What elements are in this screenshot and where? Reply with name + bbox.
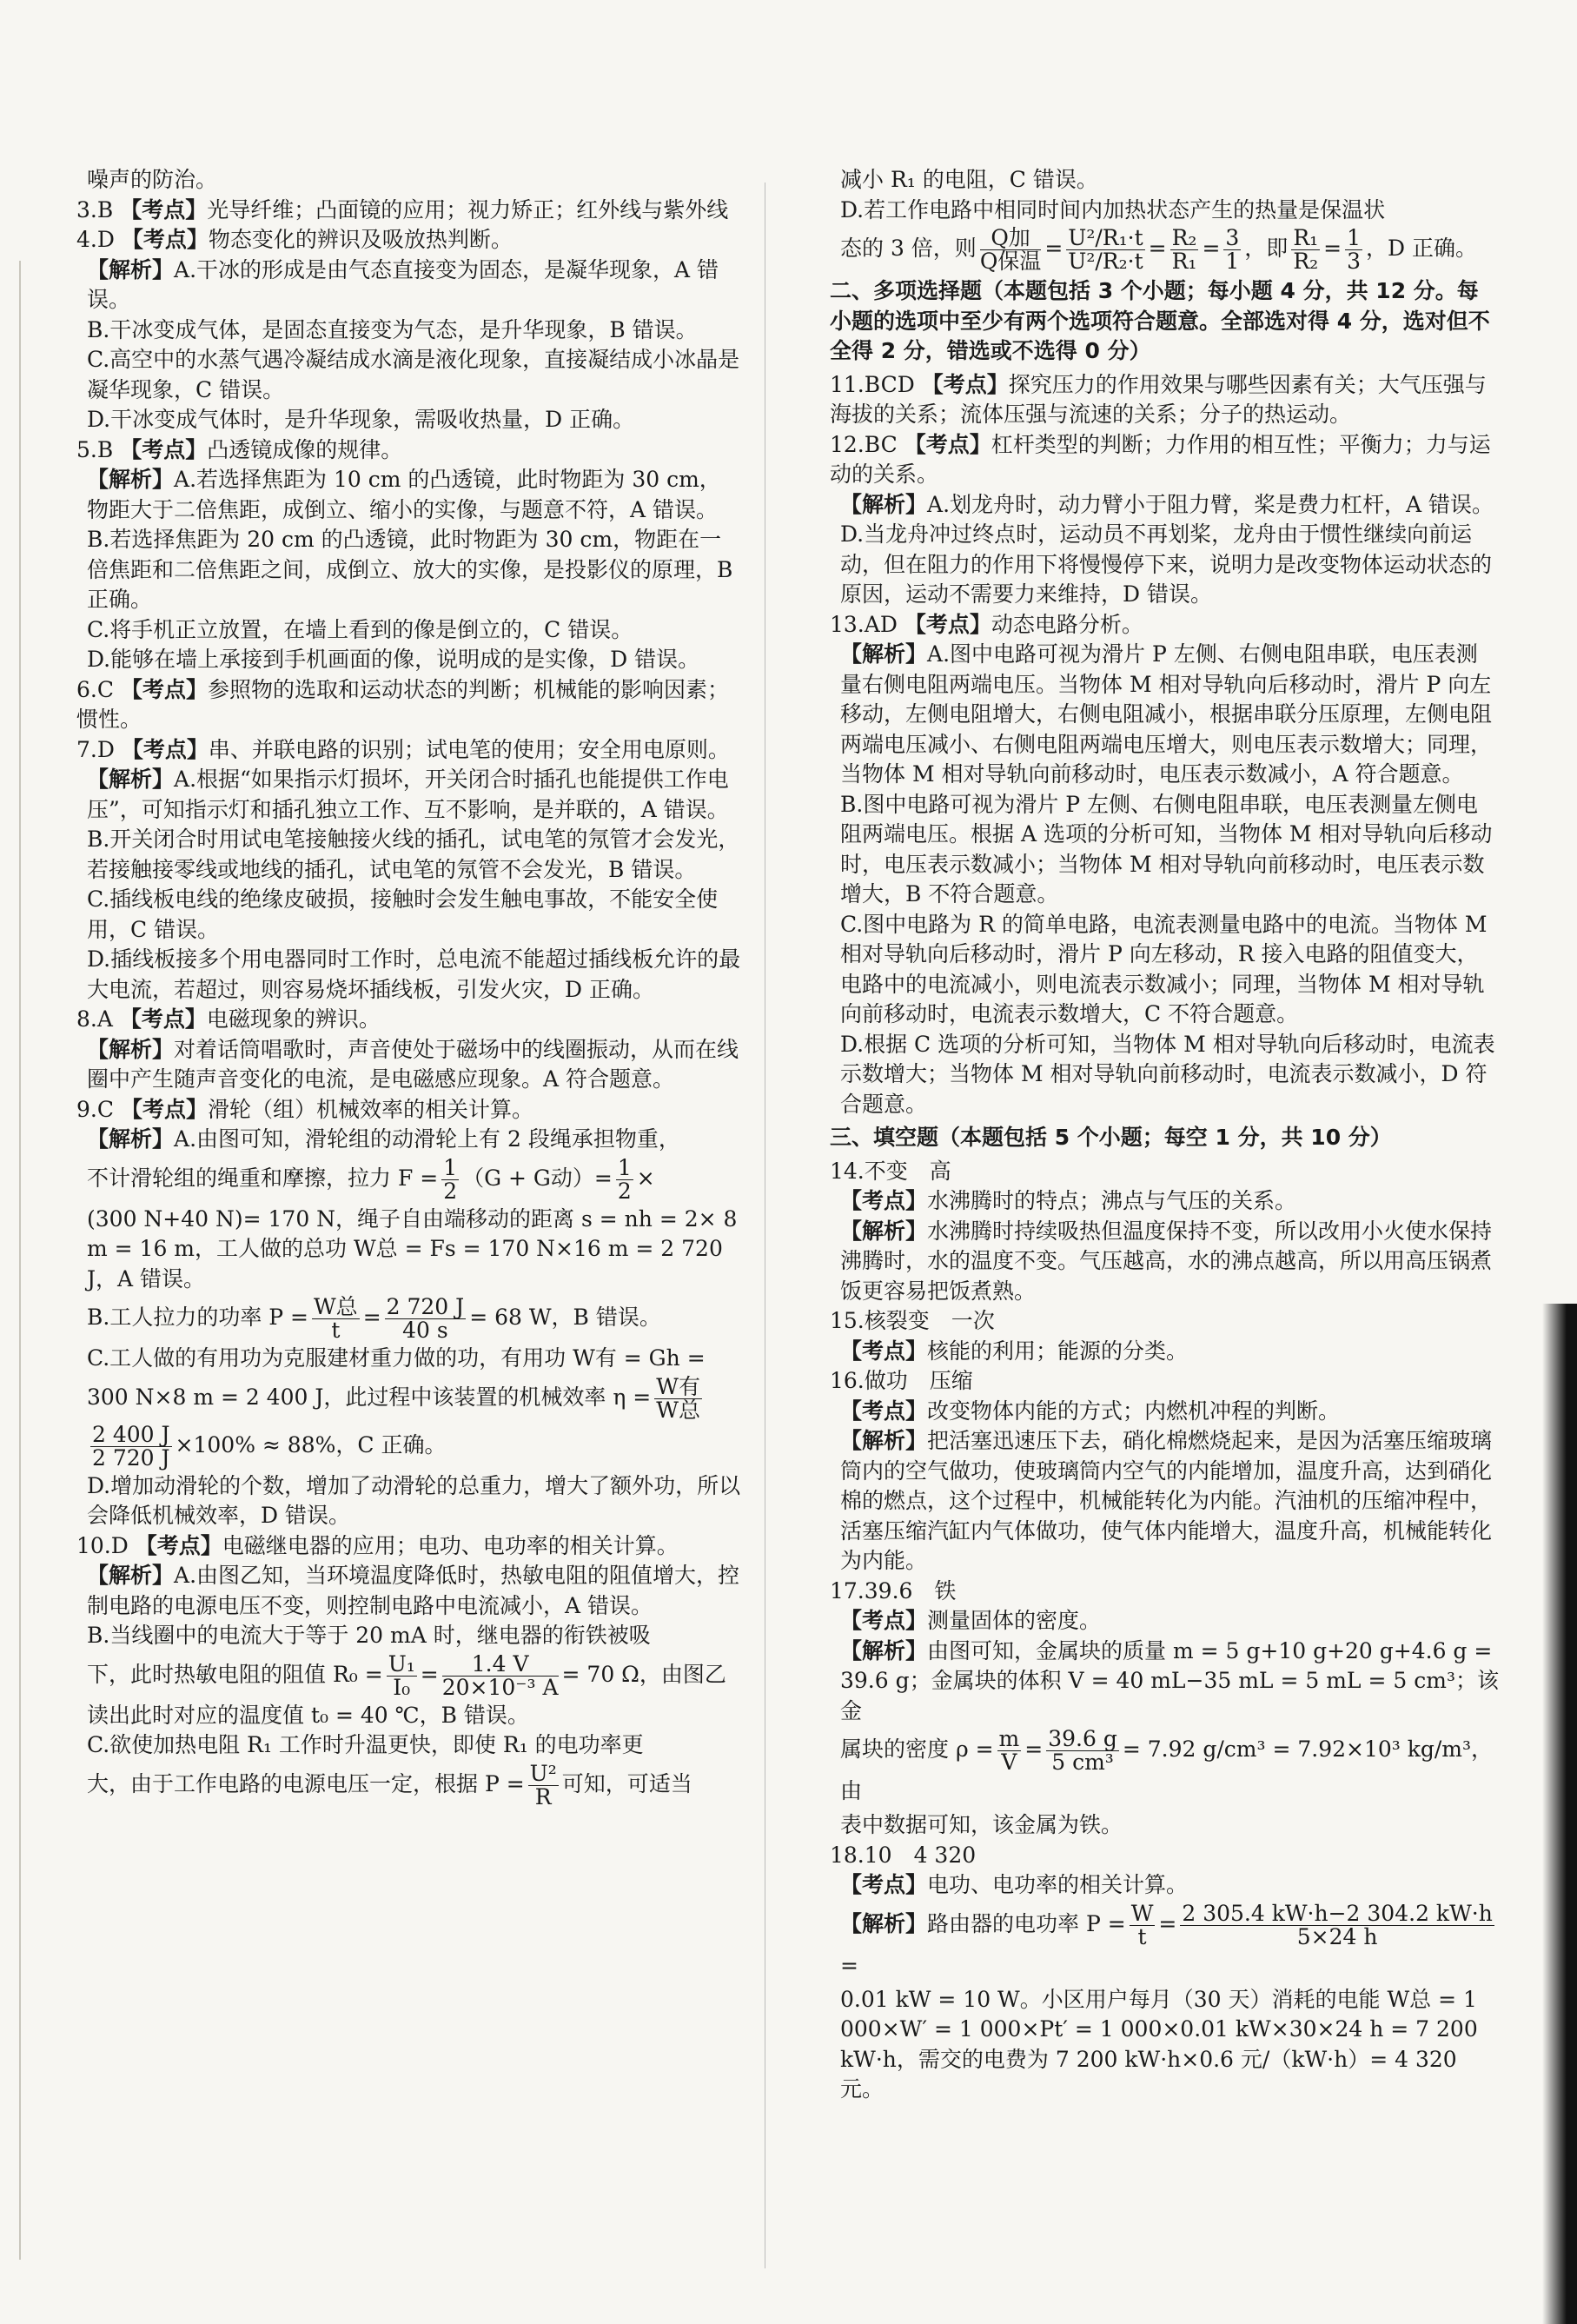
formula-line <box>76 1421 741 1471</box>
key-point-text: 光导纤维；凸面镜的应用；视力矫正；红外线与紫外线 <box>207 196 729 222</box>
analysis-label: 【考点】 <box>840 1398 928 1424</box>
answer-item <box>76 1005 741 1035</box>
text-line: D.增加动滑轮的个数，增加了动滑轮的总重力，增大了额外功，所以会降低机械效率，D 错误。 <box>87 1472 741 1528</box>
right-column <box>830 165 1499 2105</box>
analysis-label: 【解析】 <box>87 1563 175 1588</box>
denominator: t <box>1137 1923 1147 1949</box>
fraction <box>980 227 1042 273</box>
formula-line <box>76 1373 741 1423</box>
numerator: 1 <box>443 1154 458 1180</box>
analysis-paragraph <box>76 1035 741 1095</box>
fraction <box>312 1296 360 1342</box>
formula-line <box>76 1296 741 1342</box>
left-column <box>76 165 741 1810</box>
denominator: 1 <box>1225 249 1240 274</box>
analysis-label: 【解析】 <box>87 1126 175 1152</box>
denominator: t <box>331 1318 341 1343</box>
denominator: 40 s <box>402 1318 448 1343</box>
numerator: R₂ <box>1171 225 1197 250</box>
formula-text: = <box>1024 1736 1044 1762</box>
fraction <box>441 1650 559 1700</box>
denominator: 5 cm³ <box>1051 1750 1114 1775</box>
numerator: 1.4 V <box>442 1653 559 1677</box>
analysis-text: 水沸腾时持续吸热但温度保持不变，所以改用小火使水保持沸腾时，水的温度不变。气压越高，水的沸点越高，所以用高压锅煮饭更容易把饭煮熟。 <box>840 1218 1493 1304</box>
text-line: B.干冰变成气体，是固态直接变为气态，是升华现象，B 错误。 <box>87 316 698 342</box>
analysis-paragraph <box>76 765 741 825</box>
analysis-text: A.若选择焦距为 10 cm 的凸透镜，此时物距为 30 cm，物距大于二倍焦距，成倒立、缩小的实像，与题意不符，A 错误。 <box>87 467 721 522</box>
fraction <box>1046 1728 1119 1774</box>
analysis-text: A.由图乙知，当环境温度降低时，热敏电阻的阻值增大，控制电路的电源电压不变，则控制电路中电流减小，A 错误。 <box>87 1563 740 1618</box>
formula-text: 可知，可适当 <box>561 1770 692 1796</box>
key-point-text: 凸透镜成像的规律。 <box>207 436 403 462</box>
analysis-label: 【考点】 <box>840 1338 928 1364</box>
text-line: B.开关闭合时用试电笔接触接火线的插孔，试电笔的氖管才会发光，若接触接零线或地线的插孔，试电笔的氖管不会发光，B 错误。 <box>87 827 740 882</box>
numerator: U² <box>529 1760 557 1786</box>
text-line: C.工人做的有用功为克服建材重力做的功，有用功 W有 = Gh = <box>87 1345 706 1371</box>
denominator: R₁ <box>1171 249 1197 274</box>
section-heading: 三、填空题（本题包括 5 个小题；每空 1 分，共 10 分） <box>830 1125 1392 1150</box>
analysis-label: 【解析】 <box>840 1637 928 1663</box>
analysis-text: 测量固体的密度。 <box>927 1608 1102 1633</box>
analysis-paragraph <box>830 1870 1499 1901</box>
text-line: 表中数据可知，该金属为铁。 <box>840 1812 1123 1837</box>
analysis-paragraph <box>830 1606 1499 1637</box>
text-line: C.插线板电线的绝缘皮破损，接触时会发生触电事故，不能安全使用，C 错误。 <box>87 886 719 942</box>
fraction <box>387 1650 417 1700</box>
fraction <box>616 1154 633 1204</box>
fraction <box>1066 227 1144 273</box>
key-point-text: 参照物的选取和运动状态的判断；机械能的影响因素；惯性。 <box>76 676 729 732</box>
numerator: 2 400 J <box>92 1421 170 1447</box>
formula-line <box>830 227 1499 273</box>
analysis-text: A.划龙舟时，动力臂小于阻力臂，桨是费力杠杆，A 错误。 <box>927 491 1494 517</box>
answer-number: 13.AD <box>830 611 898 637</box>
denominator: W总 <box>656 1397 700 1423</box>
key-point-text: 串、并联电路的识别；试电笔的使用；安全用电原则。 <box>208 736 730 762</box>
analysis-paragraph <box>830 1426 1499 1577</box>
denominator: U²/R₂·t <box>1068 249 1143 274</box>
analysis-text: 改变物体内能的方式；内燃机冲程的判断。 <box>927 1398 1341 1424</box>
answer-item <box>76 225 741 256</box>
answer-item <box>830 610 1499 641</box>
formula-text: 态的 3 倍，则 <box>840 236 977 261</box>
formula-line <box>76 1650 741 1700</box>
formula-line <box>76 1760 741 1809</box>
key-point-label: 【考点】 <box>120 436 208 462</box>
answer-item <box>76 1531 741 1562</box>
analysis-label: 【解析】 <box>87 1036 175 1062</box>
key-point-text: 电磁现象的辨识。 <box>206 1006 381 1032</box>
analysis-paragraph <box>76 256 741 315</box>
numerator: U₁ <box>388 1650 415 1677</box>
denominator: 2 720 J <box>92 1444 170 1471</box>
key-point-label: 【考点】 <box>904 611 991 637</box>
key-point-label: 【考点】 <box>120 196 208 222</box>
section-heading: 二、多项选择题（本题包括 3 个小题；每小题 4 分，共 12 分。每小题的选项中至少有两个选项符合题意。全部选对得 4 分，选对但不全得 2 分，错选或不选得 0 分） <box>830 278 1490 363</box>
key-point-text: 探究压力的作用效果与哪些因素有关；大气压强与海拔的关系；流体压强与流速的关系；分子的热运动。 <box>830 371 1487 427</box>
fraction <box>1223 227 1241 273</box>
text-line: 读出此时对应的温度值 t₀ = 40 ℃，B 错误。 <box>87 1702 529 1728</box>
key-point-text: 电磁继电器的应用；电功、电功率的相关计算。 <box>222 1532 679 1558</box>
text-line: B.若选择焦距为 20 cm 的凸透镜，此时物距为 30 cm，物距在一倍焦距和二倍焦距之间，成倒立、放大的实像，是投影仪的原理，B 正确。 <box>87 527 733 612</box>
page-edge-line <box>19 261 21 2260</box>
formula-text: B.工人拉力的功率 P = <box>87 1305 308 1330</box>
fraction <box>1180 1902 1494 1949</box>
numerator: 39.6 g <box>1048 1726 1117 1751</box>
analysis-paragraph <box>830 1637 1499 1727</box>
fraction <box>528 1760 559 1809</box>
formula-line <box>76 1154 741 1204</box>
numerator: m <box>998 1726 1020 1751</box>
formula-text: 大，由于工作电路的电源电压一定，根据 P = <box>87 1770 525 1796</box>
key-point-label: 【考点】 <box>135 1532 222 1558</box>
formula-text: = <box>1044 236 1063 261</box>
fraction <box>997 1728 1022 1774</box>
key-point-label: 【考点】 <box>121 736 209 762</box>
analysis-text: A.干冰的形成是由气态直接变为固态，是凝华现象，A 错误。 <box>87 256 719 312</box>
formula-text: = <box>1158 1910 1177 1936</box>
analysis-paragraph <box>76 1561 741 1621</box>
denominator: 20×10⁻³ A <box>441 1674 559 1700</box>
analysis-paragraph <box>830 640 1499 790</box>
analysis-text: 水沸腾时的特点；沸点与气压的关系。 <box>927 1188 1297 1213</box>
fraction <box>441 1154 459 1204</box>
answer-number: 5.B <box>76 436 114 462</box>
text-line: C.将手机正立放置，在墙上看到的像是倒立的，C 错误。 <box>87 616 633 642</box>
key-point-text: 物态变化的辨识及吸放热判断。 <box>208 227 513 252</box>
formula-text: ×100% ≈ 88%，C 正确。 <box>175 1431 447 1457</box>
fraction <box>90 1421 172 1471</box>
key-point-label: 【考点】 <box>120 1096 208 1122</box>
text-line: 14.不变 高 <box>830 1158 951 1184</box>
analysis-paragraph <box>830 490 1499 521</box>
key-point-text: 滑轮（组）机械效率的相关计算。 <box>207 1096 533 1122</box>
analysis-label: 【解析】 <box>87 256 175 282</box>
numerator: 1 <box>1347 225 1362 250</box>
formula-text: = 70 Ω，由图乙 <box>561 1661 726 1687</box>
analysis-text: A.根据“如果指示灯损坏，开关闭合时插孔也能提供工作电压”，可知指示灯和插孔独立工作、互不影响，是并联的，A 错误。 <box>87 767 729 822</box>
answer-item <box>830 370 1499 430</box>
answer-item <box>76 735 741 766</box>
analysis-text: 电功、电功率的相关计算。 <box>927 1872 1189 1897</box>
text-line: D.若工作电路中相同时间内加热状态产生的热量是保温状 <box>840 196 1386 222</box>
analysis-text: 由图可知，金属块的质量 m = 5 g+10 g+20 g+4.6 g = 39.6 g；金属块的体积 V = 40 mL−35 mL = 5 mL = 5 cm³；该金 <box>840 1637 1499 1723</box>
analysis-paragraph <box>830 1186 1499 1217</box>
analysis-text: A.图中电路可视为滑片 P 左侧、右侧电阻串联，电压表测量右侧电阻两端电压。当物体 M 相对导轨向后移动时，滑片 P 向左移动，左侧电阻增大，右侧电阻减小，根据串联分压原理，左侧电阻两端电压减小、右侧电阻两端电压增大，则电压表示数增大；同理，当物体 M 相对导轨向前移动时，电压表示数减小，A 符合题意。 <box>840 641 1493 787</box>
denominator: 5×24 h <box>1296 1923 1378 1949</box>
analysis-text: 把活塞迅速压下去，硝化棉燃烧起来，是因为活塞压缩玻璃筒内的空气做功，使玻璃筒内空气的内能增加，温度升高，达到硝化棉的燃点，这个过程中，机械能转化为内能。汽油机的压缩冲程中，活塞压缩汽缸内气体做功，使气体内能增大，温度升高，机械能转化为内能。 <box>840 1428 1493 1573</box>
answer-item <box>76 435 741 466</box>
key-point-label: 【考点】 <box>119 1006 207 1032</box>
analysis-paragraph <box>76 465 741 525</box>
text-line: D.当龙舟冲过终点时，运动员不再划桨，龙舟由于惯性继续向前运动，但在阻力的作用下将慢慢停下来，说明力是改变物体运动状态的原因，运动不需要力来维持，D 错误。 <box>840 521 1493 607</box>
text-line: B.当线圈中的电流大于等于 20 mA 时，继电器的衔铁被吸 <box>87 1623 651 1648</box>
analysis-label: 【考点】 <box>840 1872 928 1897</box>
text-line: (300 N+40 N)= 170 N，绳子自由端移动的距离 s = nh = 2× 8 m = 16 m，工人做的总功 W总 = Fs = 170 N×16 m = 2 720 J，A 错误。 <box>87 1205 738 1291</box>
analysis-label: 【考点】 <box>840 1608 928 1633</box>
analysis-text: 核能的利用；能源的分类。 <box>927 1338 1189 1364</box>
numerator: 1 <box>617 1154 632 1180</box>
analysis-label: 【解析】 <box>87 767 175 792</box>
fraction <box>1170 227 1199 273</box>
fraction <box>654 1373 702 1423</box>
analysis-label: 【解析】 <box>840 641 928 667</box>
formula-text: = 68 W，B 错误。 <box>469 1305 661 1330</box>
analysis-text: A.由图可知，滑轮组的动滑轮上有 2 段绳承担物重， <box>174 1126 680 1152</box>
text-line: 15.核裂变 一次 <box>830 1308 995 1333</box>
text-line: D.插线板接多个用电器同时工作时，总电流不能超过插线板允许的最大电流，若超过，则容易烧坏插线板，引发火灾，D 正确。 <box>87 946 741 1002</box>
fraction <box>1291 227 1320 273</box>
key-point-label: 【考点】 <box>120 676 208 702</box>
formula-line <box>830 1728 1499 1809</box>
key-point-label: 【考点】 <box>921 371 1009 397</box>
numerator: W <box>1130 1900 1154 1926</box>
text-line: 噪声的防治。 <box>87 167 218 192</box>
analysis-label: 【解析】 <box>840 1218 928 1244</box>
key-point-label: 【考点】 <box>904 431 991 457</box>
text-line: D.能够在墙上承接到手机画面的像，说明成的是实像，D 错误。 <box>87 647 700 672</box>
scan-edge-shadow <box>1542 1304 1577 2324</box>
denominator: 2 <box>443 1178 458 1204</box>
answer-number: 3.B <box>76 196 114 222</box>
formula-text: （G + G动）= <box>462 1165 613 1191</box>
text-line: C.高空中的水蒸气遇冷凝结成水滴是液化现象，直接凝结成小冰晶是凝华现象，C 错误。 <box>87 347 740 402</box>
formula-text: 300 N×8 m = 2 400 J，此过程中该装置的机械效率 η = <box>87 1384 652 1410</box>
numerator: 3 <box>1225 225 1240 250</box>
analysis-paragraph <box>830 1337 1499 1367</box>
numerator: Q加 <box>980 227 1042 250</box>
text-line: B.图中电路可视为滑片 P 左侧、右侧电阻串联，电压表测量左侧电阻两端电压。根据 A 选项的分析可知，当物体 M 相对导轨向后移动时，电压表示数减小；当物体 M 相对导轨向前移动时，电压表示数增大，B 不符合题意。 <box>840 791 1493 906</box>
formula-text: = <box>840 1952 858 1978</box>
text-line: C.欲使加热电阻 R₁ 工作时升温更快，即使 R₁ 的电功率更 <box>87 1732 644 1757</box>
formula-text: 属块的密度 ρ = <box>840 1736 994 1762</box>
formula-text: ，D 正确。 <box>1366 236 1478 261</box>
numerator: U²/R₁·t <box>1068 225 1143 250</box>
denominator: V <box>1001 1750 1017 1775</box>
key-point-text: 杠杆类型的判断；力作用的相互性；平衡力；力与运动的关系。 <box>830 431 1491 487</box>
key-point-text: 动态电路分析。 <box>991 611 1143 637</box>
formula-text: = <box>420 1661 439 1687</box>
answer-number: 9.C <box>76 1096 114 1122</box>
answer-number: 8.A <box>76 1006 113 1032</box>
denominator: I₀ <box>393 1674 411 1700</box>
formula-line <box>830 1902 1499 1983</box>
answer-item <box>76 675 741 735</box>
answer-item <box>76 196 741 226</box>
numerator: 2 720 J <box>386 1294 465 1319</box>
fraction <box>1130 1902 1156 1949</box>
answer-number: 11.BCD <box>830 371 915 397</box>
formula-text: = <box>1323 236 1342 261</box>
key-point-label: 【考点】 <box>121 227 209 252</box>
answer-item <box>830 430 1499 490</box>
formula-text: = <box>362 1305 381 1330</box>
text-line: 18.10 4 320 <box>830 1842 977 1868</box>
denominator: 3 <box>1347 249 1362 274</box>
denominator: 2 <box>617 1178 632 1204</box>
analysis-paragraph <box>76 1125 741 1155</box>
text-line: 减小 R₁ 的电阻，C 错误。 <box>840 167 1098 192</box>
answer-number: 4.D <box>76 227 115 252</box>
numerator: W有 <box>656 1373 700 1399</box>
text-line: 0.01 kW = 10 W。小区用户每月（30 天）消耗的电能 W总 = 1 000×W′ = 1 000×Pt′ = 1 000×0.01 kW×30×24 h = 7 200 kW·h，需交的电费为 7 200 kW·h×0.6 元/（kW·h）= 4 320 元。 <box>840 1986 1478 2102</box>
analysis-label: 【考点】 <box>840 1188 928 1213</box>
fraction <box>385 1296 467 1342</box>
analysis-paragraph <box>830 1397 1499 1427</box>
analysis-label: 【解析】 <box>840 1428 928 1453</box>
formula-text: = 7.92 g/cm³ = 7.92×10³ kg/m³，由 <box>840 1736 1494 1803</box>
formula-text: = <box>1148 236 1167 261</box>
formula-text: 不计滑轮组的绳重和摩擦，拉力 F = <box>87 1165 439 1191</box>
text-line: D.干冰变成气体时，是升华现象，需吸收热量，D 正确。 <box>87 407 635 432</box>
formula-text: 下，此时热敏电阻的阻值 R₀ = <box>87 1661 383 1687</box>
denominator: Q保温 <box>979 249 1042 274</box>
answer-number: 10.D <box>76 1532 129 1558</box>
analysis-text: 对着话筒唱歌时，声音使处于磁场中的线圈振动，从而在线圈中产生随声音变化的电流，是电磁感应现象。A 符合题意。 <box>87 1036 739 1092</box>
answer-item <box>76 1095 741 1125</box>
formula-text: ，即 <box>1244 236 1289 261</box>
answer-number: 12.BC <box>830 431 898 457</box>
text-line: 16.做功 压缩 <box>830 1368 973 1393</box>
formula-text: 路由器的电功率 P = <box>927 1910 1126 1936</box>
formula-text: = <box>1202 236 1221 261</box>
denominator: R <box>534 1783 552 1809</box>
formula-text: × <box>636 1165 655 1191</box>
text-line: C.图中电路为 R 的简单电路，电流表测量电路中的电流。当物体 M 相对导轨向后移动时，滑片 P 向左移动，R 接入电路的阻值变大，电路中的电流减小，则电流表示数减小；同理，当物体 M 相对导轨向前移动时，电流表示数增大，C 不符合题意。 <box>840 911 1488 1026</box>
numerator: 2 305.4 kW·h−2 304.2 kW·h <box>1182 1900 1493 1926</box>
analysis-label: 【解析】 <box>840 1910 928 1936</box>
numerator: W总 <box>313 1294 358 1319</box>
numerator: R₁ <box>1293 225 1319 250</box>
analysis-label: 【解析】 <box>87 467 175 492</box>
answer-number: 7.D <box>76 736 115 762</box>
analysis-paragraph <box>830 1217 1499 1307</box>
analysis-label: 【解析】 <box>840 491 928 517</box>
text-line: 17.39.6 铁 <box>830 1577 957 1604</box>
fraction <box>1345 227 1362 273</box>
answer-number: 6.C <box>76 676 114 702</box>
text-line: D.根据 C 选项的分析可知，当物体 M 相对导轨向后移动时，电流表示数增大；当物体 M 相对导轨向前移动时，电流表示数减小，D 符合题意。 <box>840 1031 1495 1117</box>
denominator: R₂ <box>1293 249 1319 274</box>
